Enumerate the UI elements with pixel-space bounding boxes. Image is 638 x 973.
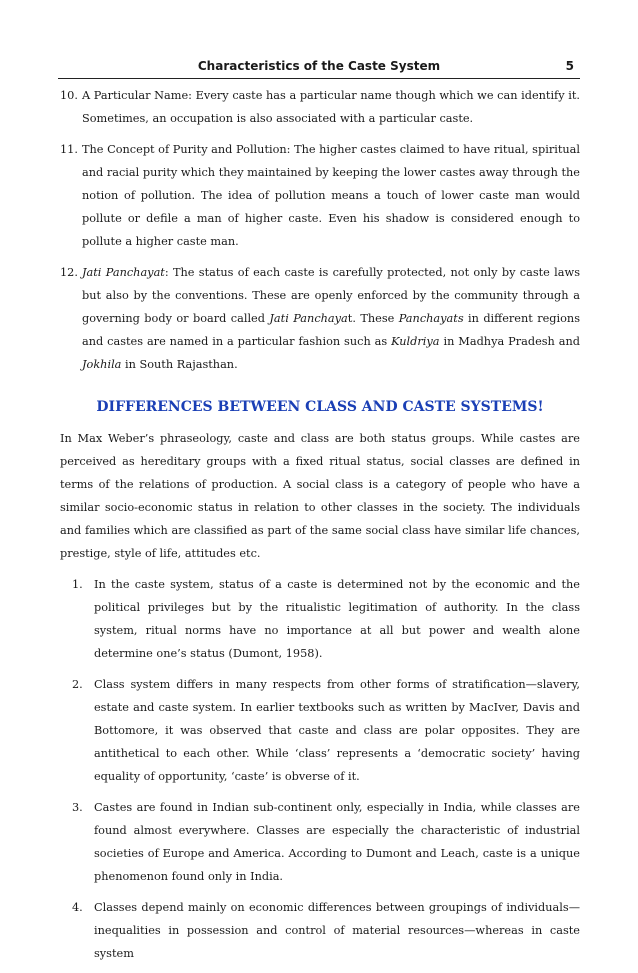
list-item (48, 138, 580, 253)
characteristics-list (60, 84, 580, 376)
item-text: Castes are found in Indian sub-continent only, especially in India, while classes are found almost everywhere. Classes are especially the characteristic of industrial societies of Europe and America. According to Dumont and Leach, caste is a unique phenomenon found only in India. (94, 801, 580, 883)
item-text: Classes depend mainly on economic differences between groupings of individuals—inequalities in possession and control of material resources—whereas in caste system (94, 901, 580, 960)
item-number: 10. (60, 89, 78, 102)
list-item (48, 261, 580, 376)
item-number: 4. (72, 901, 83, 914)
term-jokhila: Jokhila (82, 358, 122, 371)
section-heading: DIFFERENCES BETWEEN CLASS AND CASTE SYSTEMS! (96, 399, 544, 415)
list-item (48, 84, 580, 130)
item-number: 11. (60, 143, 78, 156)
item-text (82, 261, 580, 376)
item-number: 12. (60, 266, 78, 279)
item-number: 3. (72, 801, 83, 814)
list-item (72, 896, 580, 965)
item-number: 1. (72, 578, 83, 591)
term-jati-panchayat-2: Jati Panchaya (269, 312, 348, 325)
term-kuldriya: Kuldriya (391, 335, 440, 348)
text-run: in different regions and castes are named in a particular fashion such as (82, 312, 580, 348)
item-text: The Concept of Purity and Pollution: The higher castes claimed to have ritual, spiritual and racial purity which they maintained by keeping the lower castes away through the notion of pollution. The idea of pollution means a touch of lower caste man would pollute or defile a man of higher caste. Even his shadow is considered enough to pollute a higher caste man. (82, 143, 580, 248)
list-item (72, 673, 580, 788)
text-run: t. These (347, 312, 399, 325)
page-number: 5 (565, 59, 574, 73)
text-run: in Madhya Pradesh and (439, 335, 580, 348)
running-header (58, 58, 580, 79)
list-item (72, 573, 580, 665)
item-text: In the caste system, status of a caste is determined not by the economic and the political privileges but by the ritualistic legitimation of authority. In the class system, ritual norms have no importance at all but power and wealth alone determine one’s status (Dumont, 1958). (94, 578, 580, 660)
differences-list (60, 573, 580, 965)
item-number: 2. (72, 678, 83, 691)
term-panchayats: Panchayats (398, 312, 464, 325)
term-jati-panchayat: Jati Panchayat (82, 266, 165, 279)
text-run: in South Rajasthan. (121, 358, 238, 371)
intro-paragraph: In Max Weber’s phraseology, caste and class are both status groups. While castes are perceived as hereditary groups with a fixed ritual status, social classes are defined in terms of the relations of production. A social class is a category of people who have a similar socio-economic status in relation to other classes in the society. The individuals and families which are classified as part of the same social class have similar life chances, prestige, style of life, attitudes etc. (60, 432, 580, 560)
header-title: Characteristics of the Caste System (197, 59, 441, 73)
text-run: : The status of each caste is carefully protected, not only by caste laws but also by the conventions. These are openly enforced by the community through a governing body or board called (82, 266, 580, 325)
body-content (60, 84, 580, 973)
item-text: A Particular Name: Every caste has a particular name though which we can identify it. Sometimes, an occupation is also associated with a particular caste. (82, 89, 580, 125)
item-text: Class system differs in many respects from other forms of stratification—slavery, estate and caste system. In earlier textbooks such as written by MacIver, Davis and Bottomore, it was observed that caste and class are polar opposites. They are antithetical to each other. While ‘class’ represents a ‘democratic society’ having equality of opportunity, ‘caste’ is obverse of it. (94, 678, 580, 783)
list-item (72, 796, 580, 888)
